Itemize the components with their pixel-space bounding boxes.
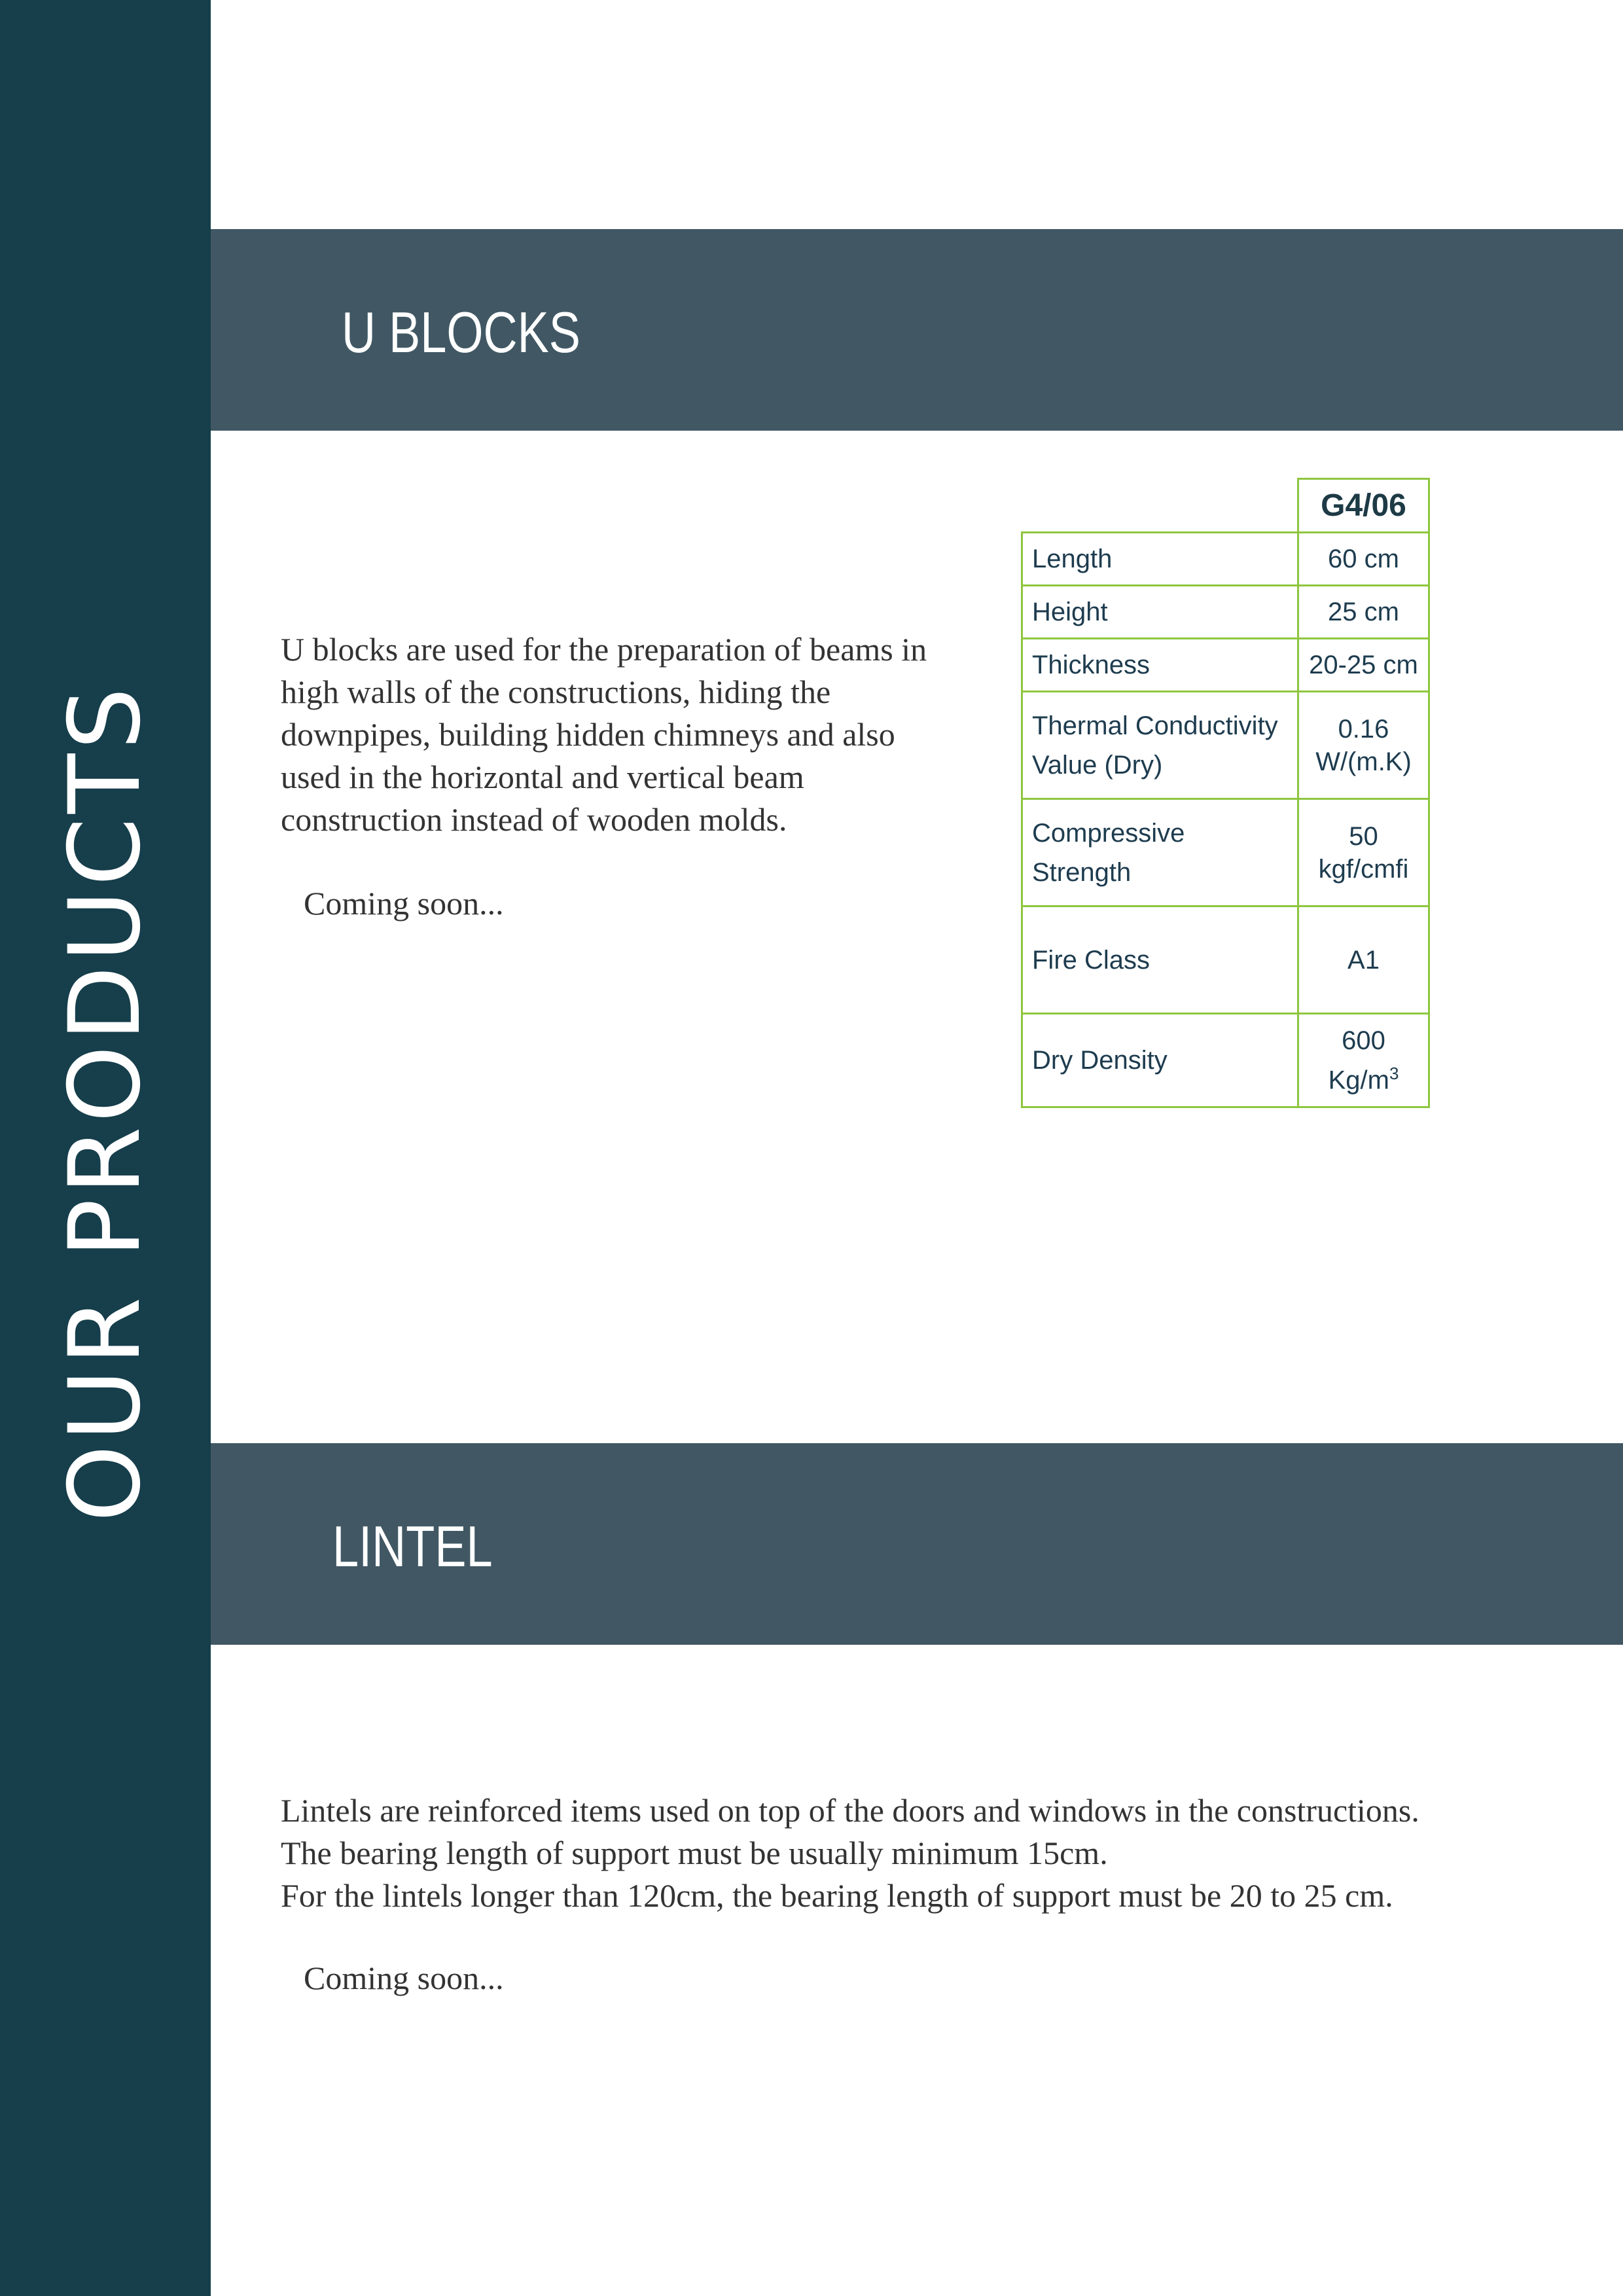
spec-value-line: 600 [1342, 1026, 1385, 1055]
spec-row-length [1022, 533, 1429, 586]
spec-value: 25 cm [1298, 586, 1429, 639]
sidebar-title: OUR PRODUCTS [48, 683, 162, 1522]
spec-value-line: kgf/cmfi [1318, 854, 1409, 884]
spec-row-compressive-strength [1022, 799, 1429, 906]
spec-row-fire-class [1022, 906, 1429, 1014]
spec-table-corner [1022, 479, 1298, 533]
spec-value-line [1299, 1057, 1428, 1096]
lintel-coming-soon: Coming soon... [304, 1960, 504, 1996]
spec-label: Height [1022, 586, 1298, 639]
spec-table-column-header: G4/06 [1298, 479, 1429, 533]
sidebar [0, 0, 211, 2296]
spec-row-thermal-conductivity [1022, 692, 1429, 799]
spec-value-superscript: 3 [1389, 1063, 1399, 1083]
spec-value [1298, 692, 1429, 799]
spec-row-dry-density [1022, 1014, 1429, 1107]
spec-label-line: Strength [1032, 857, 1132, 887]
spec-value-line: 50 [1349, 821, 1378, 851]
spec-label: Dry Density [1022, 1014, 1298, 1107]
lintel-title: LINTEL [332, 1514, 493, 1579]
spec-value-line: W/(m.K) [1315, 747, 1412, 776]
spec-value [1298, 1014, 1429, 1107]
spec-row-height [1022, 586, 1429, 639]
spec-value-unit: Kg/m [1328, 1066, 1389, 1095]
ublocks-header-band [211, 229, 1623, 431]
spec-label-line: Thermal Conductivity [1032, 711, 1278, 740]
ublocks-coming-soon: Coming soon... [304, 885, 504, 922]
lintel-description-line: Lintels are reinforced items used on top of the doors and windows in the constructions. [281, 1792, 1419, 1829]
spec-value: 60 cm [1298, 533, 1429, 586]
lintel-description-line: For the lintels longer than 120cm, the bearing length of support must be 20 to 25 cm. [281, 1877, 1393, 1914]
spec-label [1022, 692, 1298, 799]
lintel-header-band [211, 1443, 1623, 1645]
spec-label: Fire Class [1022, 906, 1298, 1014]
spec-value-line: 0.16 [1338, 714, 1389, 744]
ublocks-spec-table [1021, 478, 1430, 1108]
spec-row-thickness [1022, 639, 1429, 692]
spec-label: Length [1022, 533, 1298, 586]
ublocks-description: U blocks are used for the preparation of beams in high walls of the constructions, hiding the downpipes, building hidden chimneys and also used in the horizontal and vertical beam construction instead of wooden molds. [281, 631, 927, 838]
ublocks-title: U BLOCKS [342, 300, 580, 365]
spec-value: A1 [1298, 906, 1429, 1014]
spec-value [1298, 799, 1429, 906]
spec-value: 20-25 cm [1298, 639, 1429, 692]
spec-label [1022, 799, 1298, 906]
lintel-description-line: The bearing length of support must be usually minimum 15cm. [281, 1835, 1108, 1871]
spec-label: Thickness [1022, 639, 1298, 692]
spec-label-line: Value (Dry) [1032, 750, 1163, 780]
spec-label-line: Compressive [1032, 818, 1185, 848]
spec-table-header-row [1022, 479, 1429, 533]
